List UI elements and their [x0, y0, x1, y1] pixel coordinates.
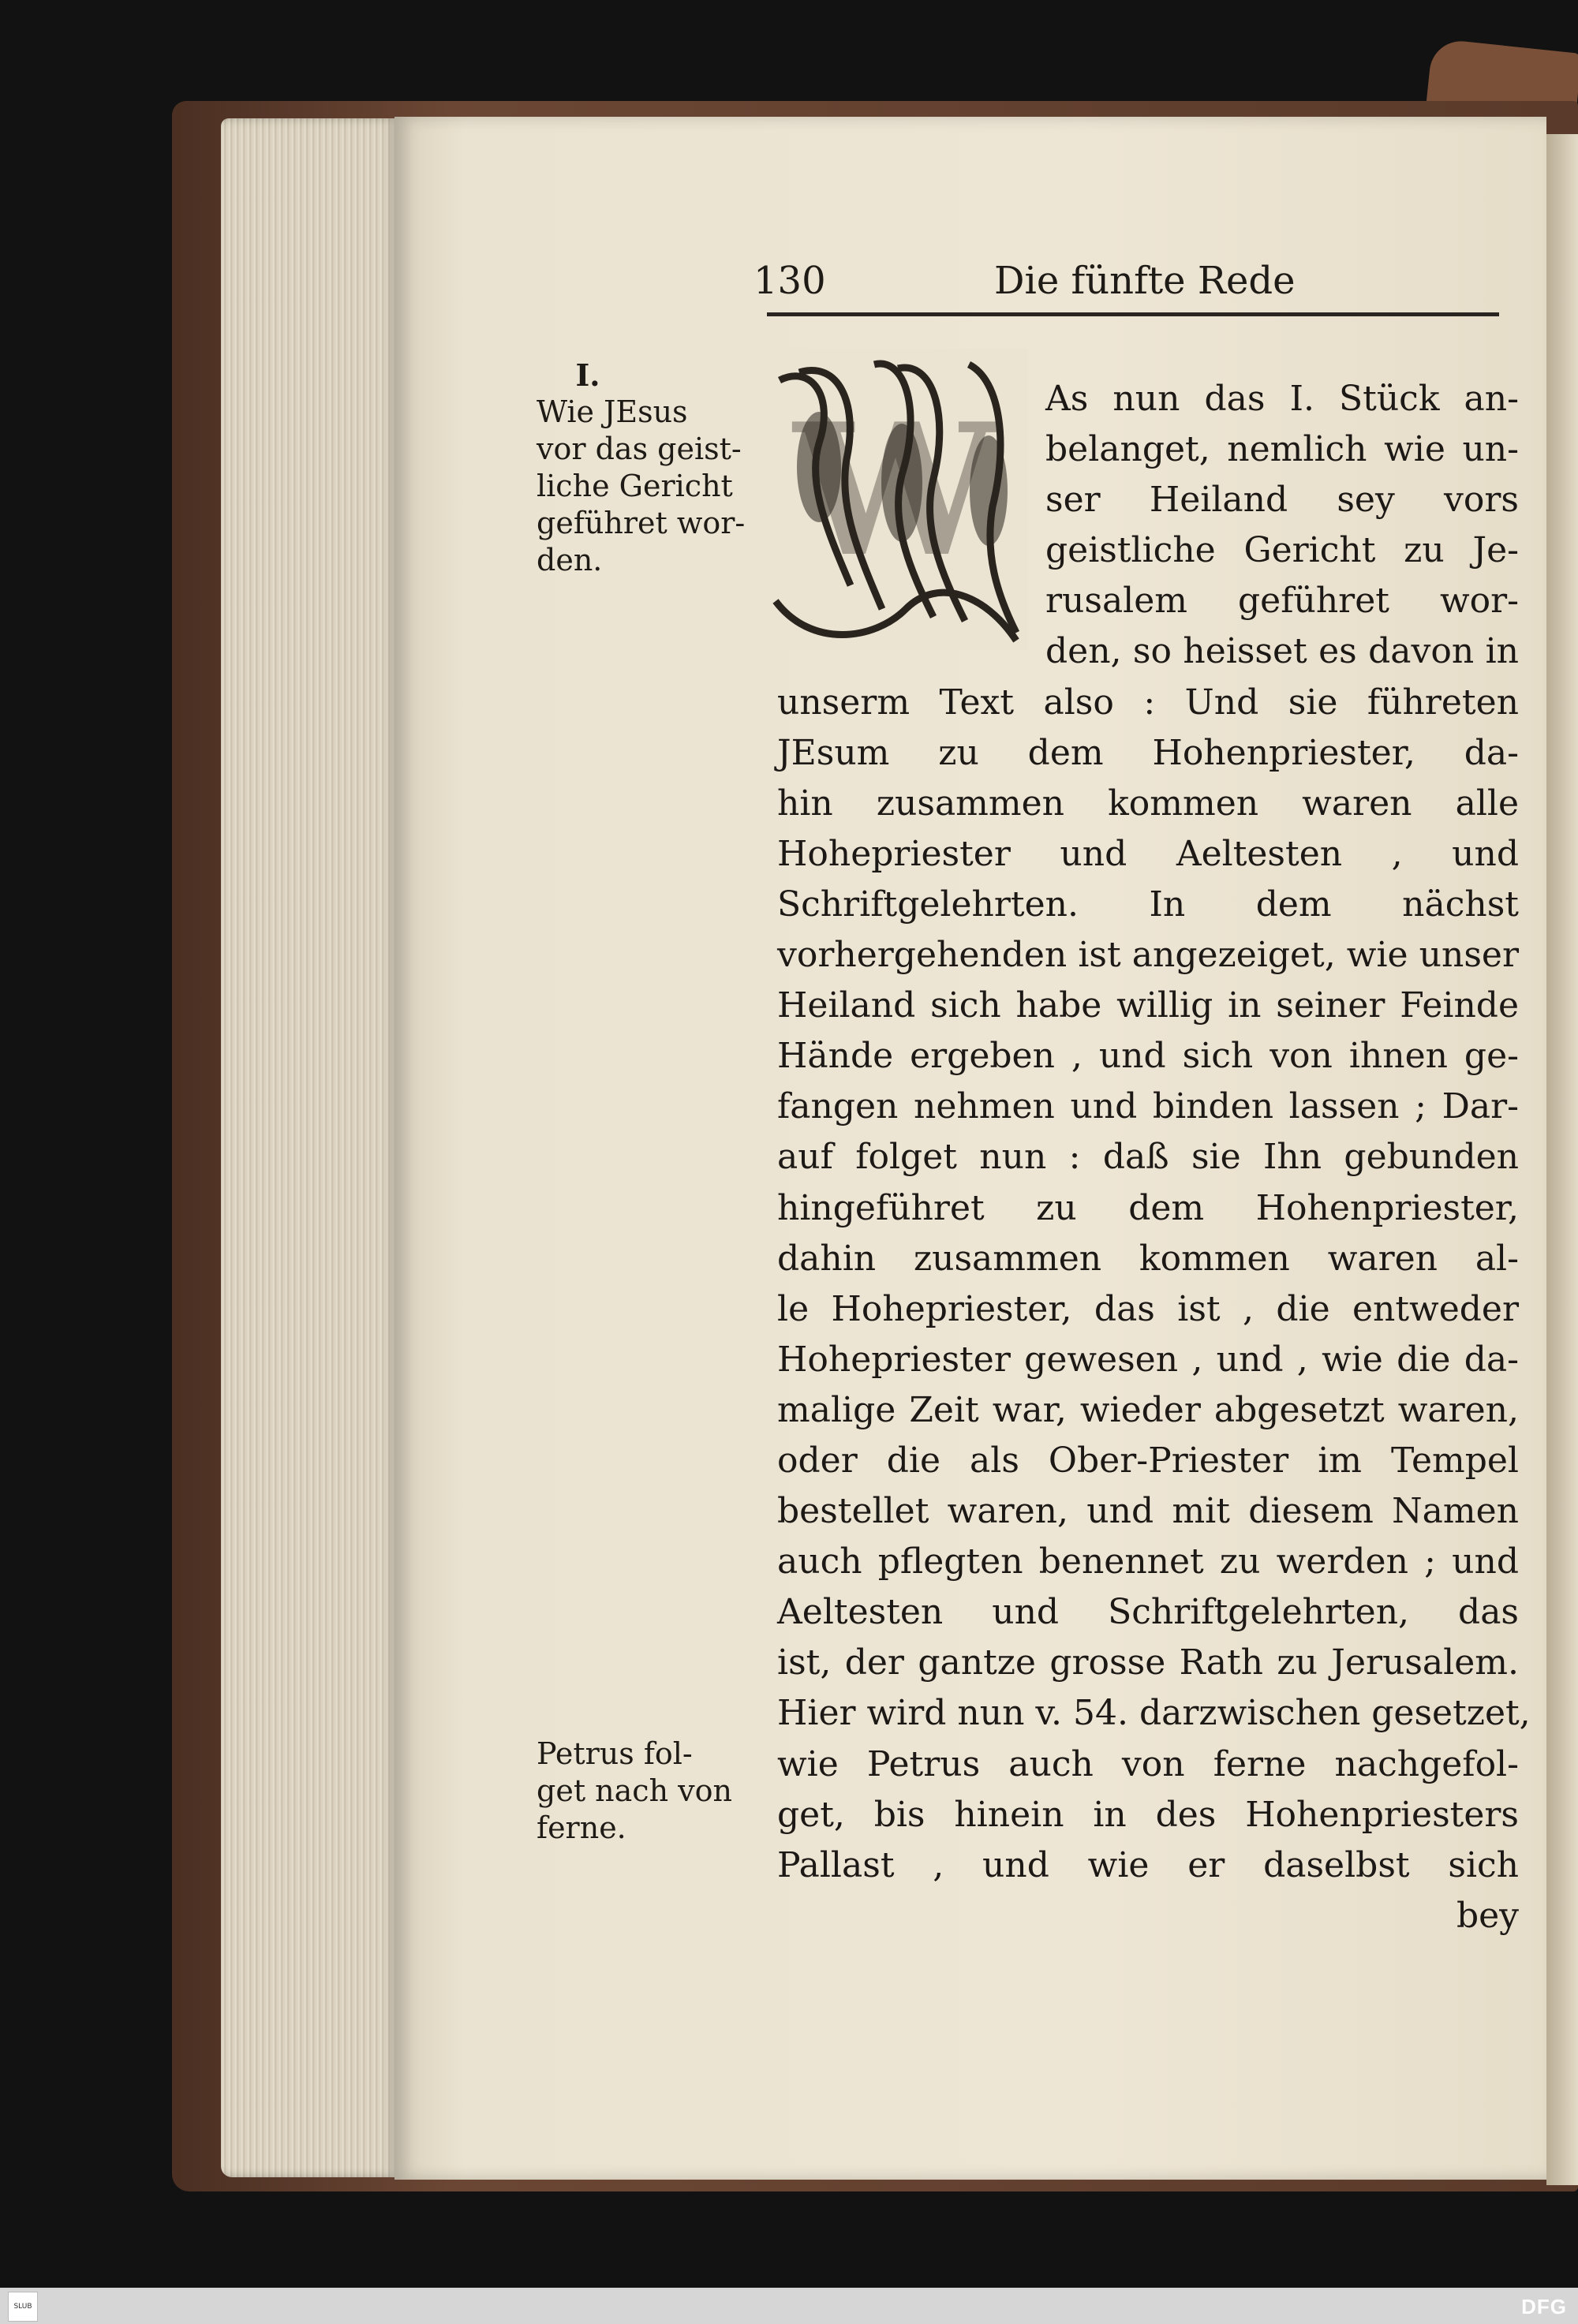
text-line: le Hohepriester, das ist , die entweder	[777, 1288, 1519, 1329]
text-line: malige Zeit war, wieder abgesetzt waren,	[777, 1389, 1519, 1430]
running-title: Die fünfte Rede	[994, 259, 1296, 303]
text-line: bestellet waren, und mit diesem Namen	[777, 1491, 1519, 1532]
text-line: Heiland sich habe willig in seiner Feinde	[777, 985, 1519, 1026]
viewer-footer-bar	[0, 2288, 1578, 2324]
text-line: Hohepriester und Aeltesten , und	[777, 833, 1519, 874]
text-line: JEsum zu dem Hohenpriester, da-	[777, 732, 1519, 773]
header-rule	[767, 312, 1499, 316]
text-line: Pallast , und wie er daselbst sich	[777, 1844, 1519, 1885]
text-line: auf folget nun : daß sie Ihn gebunden	[777, 1137, 1519, 1178]
text-line: wie Petrus auch von ferne nachgefol-	[777, 1743, 1519, 1784]
text-line: get, bis hinein in des Hohenpriesters	[777, 1794, 1519, 1835]
margin-note-line: Wie JEsus	[537, 394, 688, 429]
margin-note-line: den.	[537, 543, 603, 577]
text-line: auch pflegten benennet zu werden ; und	[777, 1541, 1519, 1582]
margin-note-2	[537, 1736, 777, 1847]
catchword: bey	[1456, 1895, 1519, 1936]
margin-note-line: vor das geist-	[537, 432, 742, 466]
text-line: vorhergehenden ist angezeiget, wie unser	[777, 935, 1519, 976]
margin-note-line: ferne.	[537, 1810, 626, 1845]
page-number: 130	[753, 259, 826, 303]
text-line: Schriftgelehrten. In dem nächst	[777, 884, 1519, 925]
drop-cap-letter: W	[793, 384, 998, 597]
text-line: Hier wird nun v. 54. darzwischen gesetzet,	[777, 1693, 1531, 1734]
facing-page-edge	[1546, 134, 1578, 2185]
text-line: ser Heiland sey vors	[1045, 480, 1519, 521]
margin-note-line: get nach von	[537, 1773, 732, 1808]
text-line: rusalem geführet wor-	[1045, 581, 1519, 622]
running-head	[753, 251, 1503, 314]
text-line: Aeltesten und Schriftgelehrten, das	[777, 1592, 1519, 1633]
margin-note-line: geführet wor-	[537, 506, 746, 540]
margin-note-line: liche Gericht	[537, 469, 733, 503]
text-line: As nun das I. Stück an-	[1045, 379, 1519, 419]
text-line: belanget, nemlich wie un-	[1045, 429, 1519, 470]
dfg-logo[interactable]: DFG	[1521, 2295, 1567, 2318]
margin-note-1	[537, 357, 777, 579]
text-line: den, so heisset es davon in	[1045, 631, 1519, 672]
text-line: unserm Text also : Und sie führeten	[777, 682, 1519, 723]
margin-note-number: I.	[575, 357, 600, 393]
text-line: ist, der gantze grosse Rath zu Jerusalem.	[777, 1642, 1519, 1683]
library-logo[interactable]: SLUB	[8, 2292, 38, 2322]
text-line: oder die als Ober-Priester im Tempel	[777, 1440, 1519, 1481]
margin-note-line: Petrus fol-	[537, 1736, 693, 1771]
text-line: fangen nehmen und binden lassen ; Dar-	[777, 1086, 1519, 1127]
text-line: dahin zusammen kommen waren al-	[777, 1238, 1519, 1279]
page-edges	[221, 118, 398, 2177]
text-line: Hohepriester gewesen , und , wie die da-	[777, 1339, 1519, 1380]
text-line: geistliche Gericht zu Je-	[1045, 530, 1519, 571]
body-text	[777, 374, 1531, 1941]
text-line: Hände ergeben , und sich von ihnen ge-	[777, 1036, 1519, 1077]
text-line: hingeführet zu dem Hohenpriester,	[777, 1187, 1519, 1228]
text-line: hin zusammen kommen waren alle	[777, 783, 1519, 824]
